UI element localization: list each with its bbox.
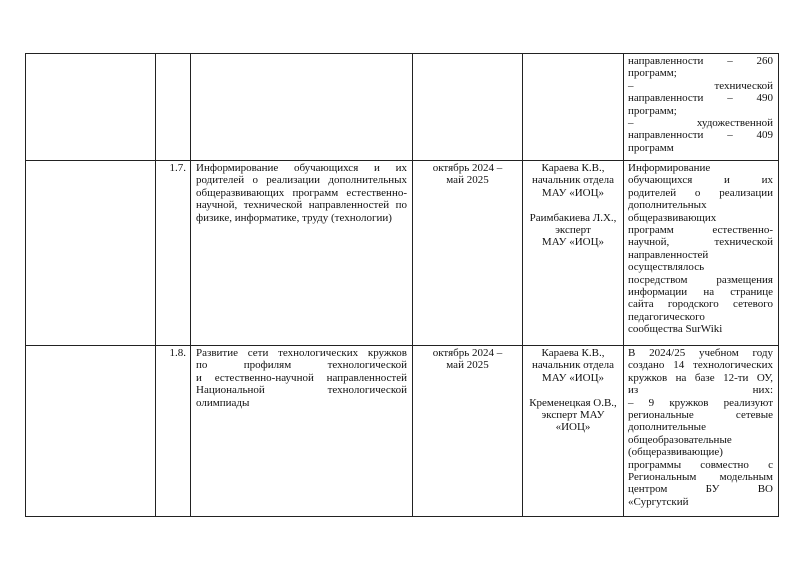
- table-border: [412, 53, 413, 517]
- table-border: [623, 53, 624, 517]
- text-line: посредством размещения: [628, 273, 773, 286]
- text-line: родителей о реализации: [628, 186, 773, 199]
- text-line: начальник отдела: [531, 174, 615, 187]
- text-line: общеразвивающих: [628, 211, 717, 224]
- result-cell: [628, 347, 773, 508]
- text-line: Национальной технологической: [196, 384, 407, 397]
- table-border: [155, 53, 156, 517]
- text-line: общеразвивающих программ естественно-: [196, 186, 407, 199]
- text-line: Кременецкая О.В.,: [529, 396, 617, 409]
- text-line: дополнительных: [628, 199, 707, 212]
- text-line: дополнительные: [628, 421, 706, 434]
- text-line: «Сургутский: [628, 495, 689, 508]
- text-line: из них:: [628, 384, 773, 397]
- text-line: [523, 199, 623, 211]
- text-line: физике, информатике, труду (технологии): [196, 211, 392, 224]
- text-line: МАУ «ИОЦ»: [541, 371, 605, 384]
- table-border: [25, 345, 779, 346]
- text-line: центром БУ ВО: [628, 483, 773, 496]
- row-number: 1.7.: [169, 162, 186, 174]
- text-line: осуществлялось: [628, 261, 705, 274]
- text-line: – художественной: [628, 117, 773, 130]
- text-line: Информирование: [628, 162, 711, 174]
- text-line: май 2025: [446, 359, 489, 372]
- text-line: эксперт МАУ: [541, 409, 605, 422]
- text-line: Развитие сети технологических кружков: [196, 347, 407, 359]
- text-line: научной, технической направленностей по: [196, 199, 407, 212]
- text-line: МАУ «ИОЦ»: [541, 236, 605, 249]
- text-line: кружков на базе 12-ти ОУ,: [628, 371, 773, 384]
- text-line: начальник отдела: [531, 359, 615, 372]
- result-cell: [628, 162, 773, 336]
- text-line: МАУ «ИОЦ»: [541, 186, 605, 199]
- text-line: информации на странице: [628, 286, 773, 299]
- text-line: направленности – 409: [628, 129, 773, 142]
- text-line: октябрь 2024 –: [432, 347, 503, 359]
- activity-cell: [196, 162, 407, 224]
- text-line: общеобразовательные: [628, 433, 732, 446]
- result-cell: [628, 55, 773, 154]
- text-line: Региональным модельным: [628, 471, 773, 484]
- text-line: – технической: [628, 79, 773, 92]
- text-line: программ естественно-: [628, 224, 773, 237]
- text-line: по профилям технологической: [196, 359, 407, 372]
- text-line: программ;: [628, 67, 677, 80]
- text-line: Раимбакиева Л.Х.,: [529, 211, 617, 224]
- text-line: май 2025: [446, 174, 489, 187]
- table-border: [25, 160, 779, 161]
- text-line: и естественно-научной направленностей: [196, 371, 407, 384]
- table-border: [190, 53, 191, 517]
- table-border: [522, 53, 523, 517]
- table-border: [25, 53, 26, 517]
- text-line: региональные сетевые: [628, 409, 773, 422]
- text-line: Караева К.В.,: [541, 347, 605, 359]
- period-cell: [413, 162, 522, 187]
- text-line: направленностей: [628, 248, 709, 261]
- table-border: [778, 53, 779, 517]
- text-line: сайта городского сетевого: [628, 298, 773, 311]
- text-line: программы совместно с: [628, 458, 773, 471]
- text-line: создано 14 технологических: [628, 359, 773, 372]
- text-line: сообщества SurWiki: [628, 323, 723, 336]
- text-line: В 2024/25 учебном году: [628, 347, 773, 359]
- text-line: – 9 кружков реализуют: [628, 396, 773, 409]
- row-number: 1.8.: [169, 347, 186, 359]
- text-line: обучающихся и их: [628, 174, 773, 187]
- text-line: «ИОЦ»: [555, 421, 591, 434]
- text-line: родителей о реализации дополнительных: [196, 174, 407, 187]
- text-line: октябрь 2024 –: [432, 162, 503, 174]
- text-line: [523, 384, 623, 396]
- table-border: [25, 516, 779, 517]
- table-border: [25, 53, 779, 54]
- text-line: педагогического: [628, 310, 705, 323]
- period-cell: [413, 347, 522, 372]
- activity-cell: [196, 347, 407, 409]
- text-line: Информирование обучающихся и их: [196, 162, 407, 174]
- text-line: направленности – 260: [628, 55, 773, 67]
- text-line: направленности – 490: [628, 92, 773, 105]
- text-line: Караева К.В.,: [541, 162, 605, 174]
- text-line: эксперт: [555, 224, 591, 237]
- responsible-cell: [523, 162, 623, 249]
- text-line: научной, технической: [628, 236, 773, 249]
- text-line: олимпиады: [196, 396, 250, 409]
- text-line: (общеразвивающие): [628, 446, 723, 459]
- responsible-cell: [523, 347, 623, 434]
- text-line: программ: [628, 141, 674, 154]
- text-line: программ;: [628, 104, 677, 117]
